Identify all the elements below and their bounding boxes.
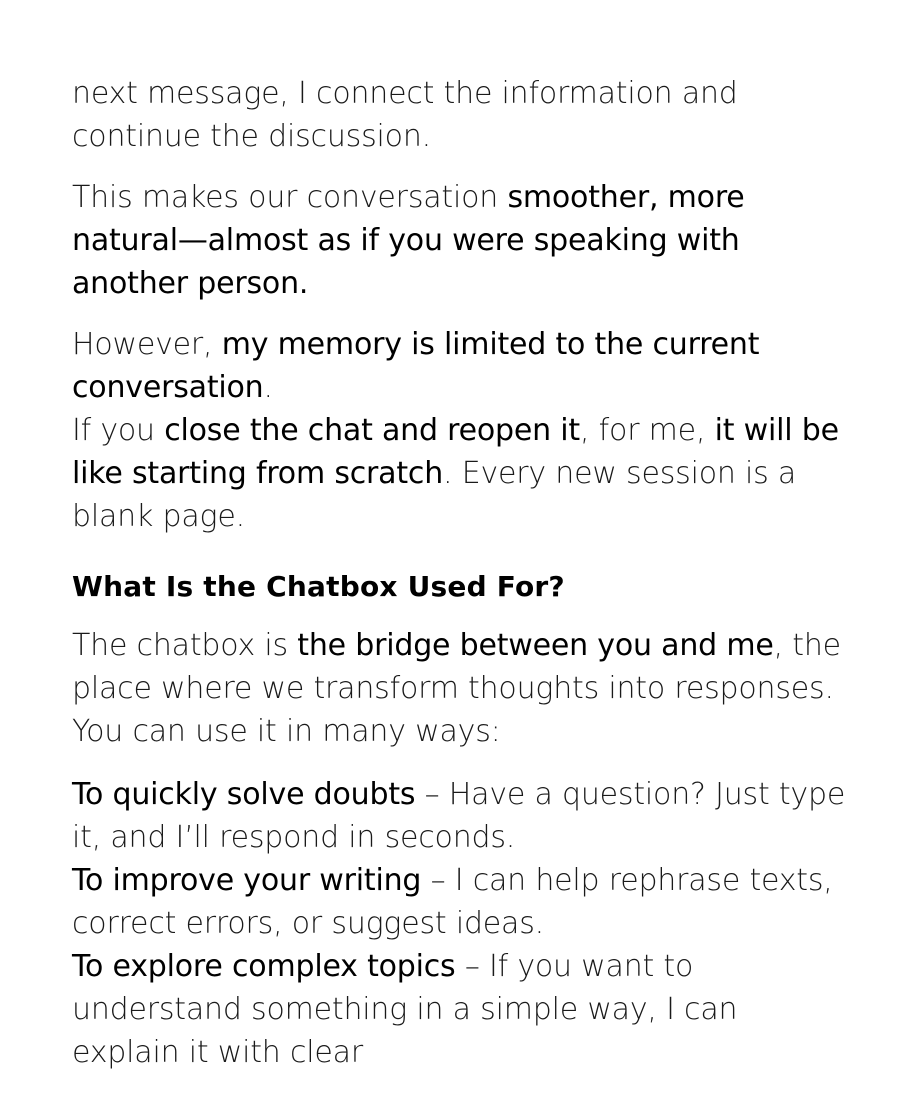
section-heading: What Is the Chatbox Used For? (72, 570, 565, 603)
list-item-title: To explore complex topics (72, 949, 456, 984)
text-segment: The chatbox is (72, 628, 298, 663)
text-segment: . (263, 370, 273, 405)
text-segment: . Every new session is a blank page. (72, 456, 797, 534)
paragraph-conversation-smoother (72, 176, 852, 305)
paragraph-chatbox-bridge (72, 624, 852, 753)
text-segment: However, (72, 327, 222, 362)
list-item-title: To quickly solve doubts (72, 777, 416, 812)
bold-segment: my memory is limited to the current conversation (72, 327, 760, 405)
list-item-description: – Have a question? Just type it, and I’ll respond in seconds. (72, 777, 846, 855)
text-segment: If you (72, 413, 165, 448)
list-item-title: To improve your writing (72, 863, 422, 898)
bold-segment: close the chat and reopen it (164, 413, 580, 448)
list-item-description: – I can help rephrase texts, correct errors, or suggest ideas. (72, 863, 833, 941)
document-page (72, 72, 852, 1074)
text-segment: , for me, (580, 413, 715, 448)
list-item-improve-writing (72, 859, 852, 945)
bold-segment: the bridge between you and me (297, 628, 774, 663)
uses-list (72, 773, 852, 1074)
paragraph-text: next message, I connect the information and continue the discussion. (72, 76, 738, 154)
paragraph-memory-limited (72, 323, 852, 538)
text-segment: , the place where we transform thoughts into responses. You can use it in many ways: (72, 628, 841, 749)
text-segment: This makes our conversation (72, 180, 508, 215)
list-item-explore-topics (72, 945, 852, 1074)
list-item-description: – If you want to understand something in a simple way, I can explain it with clear (72, 949, 738, 1070)
bold-segment: it will be like starting from scratch (72, 413, 839, 491)
paragraph-continuation (72, 72, 852, 158)
list-item-solve-doubts (72, 773, 852, 859)
bold-segment: smoother, more natural—almost as if you were speaking with another person. (72, 180, 745, 301)
